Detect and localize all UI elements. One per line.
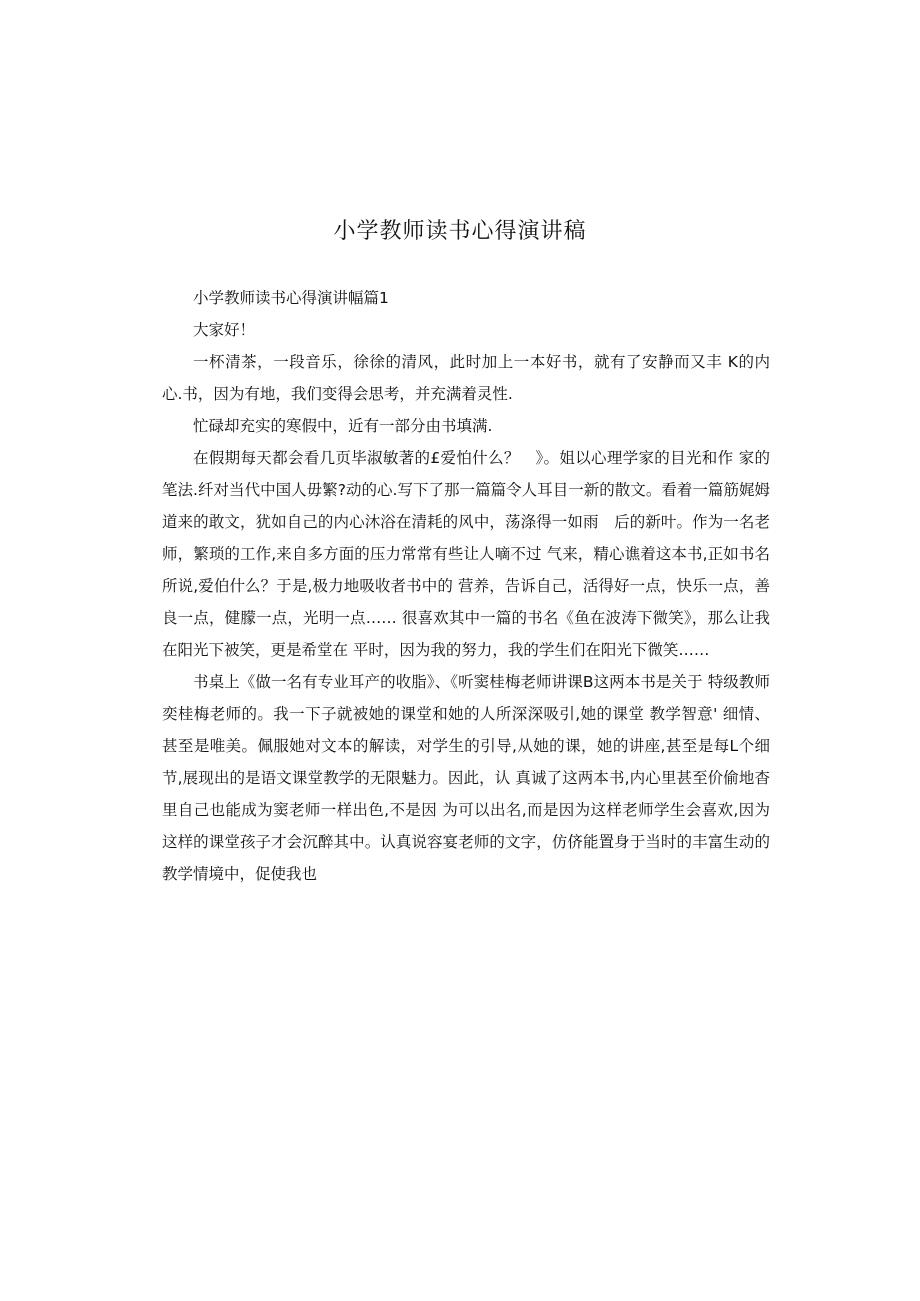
- paragraph-book-two: 书桌上《做一名有专业耳产的收脂》、《听窦桂梅老师讲课B这两本书是关于 特级教师奕桂梅老师的。我一下子就被她的课堂和她的人所深深吸引,她的课堂 教学智意' 细情、甚至是唯美。佩服她对文本的解读，对学生的引导,从她的课，她的讲座,甚至是每L个细节,展现出的是语文课堂教学的无限魅力。因此，认 真诚了这两本书,内心里甚至价偷地杳里自己也能成为窦老师一样出色,不是因 为可以出名,而是因为这样老师学生会喜欢,因为这样的课堂孩子才会沉醉其中。认真说容宴老师的文字，仿侪能置身于当时的丰富生动的教学情境中，促使我也: [162, 673, 770, 883]
- document-body: [162, 282, 770, 890]
- paragraph-intro: 一杯清茶，一段音乐，徐徐的清风，此时加上一本好书，就有了安静而又丰 K的内心.书，因为有地，我们变得会思考，并充满着灵性.: [162, 353, 770, 403]
- paragraph-book-one: 在假期每天都会看几页毕淑敏著的£爱怕什么？ 》。姐以心理学家的目光和作 家的笔法.纤对当代中国人毋繁?动的心.写下了那一篇篇令人耳目一新的散文。看着一篇筋娓姆道来的敢文，犹如自己的内心沐浴在清耗的风中，荡涤得一如雨 后的新叶。作为一名老师，繁琐的工作,来自多方面的压力常常有些让人嘀不过 气来，精心谯着这本书,正如书名所说,爱伯什么？于是,极力地吸收者书中的 营养，告诉自己，活得好一点，快乐一点，善良一点，健朦一点，光明一点…… 很喜欢其中一篇的书名《鱼在波涛下微笑》，那么让我在阳光下被笑，更是希堂在 平时，因为我的努力，我的学生们在阳光下微笑……: [162, 449, 770, 659]
- section-heading: 小学教师读书心得演讲幅篇1: [193, 289, 389, 307]
- paragraph-greeting: 大家好！: [193, 321, 256, 339]
- paragraph-winter-break: 忙碌却充实的寒假中，近有一部分由书填满.: [193, 417, 493, 435]
- document-title: 小学教师读书心得演讲稿: [333, 219, 587, 244]
